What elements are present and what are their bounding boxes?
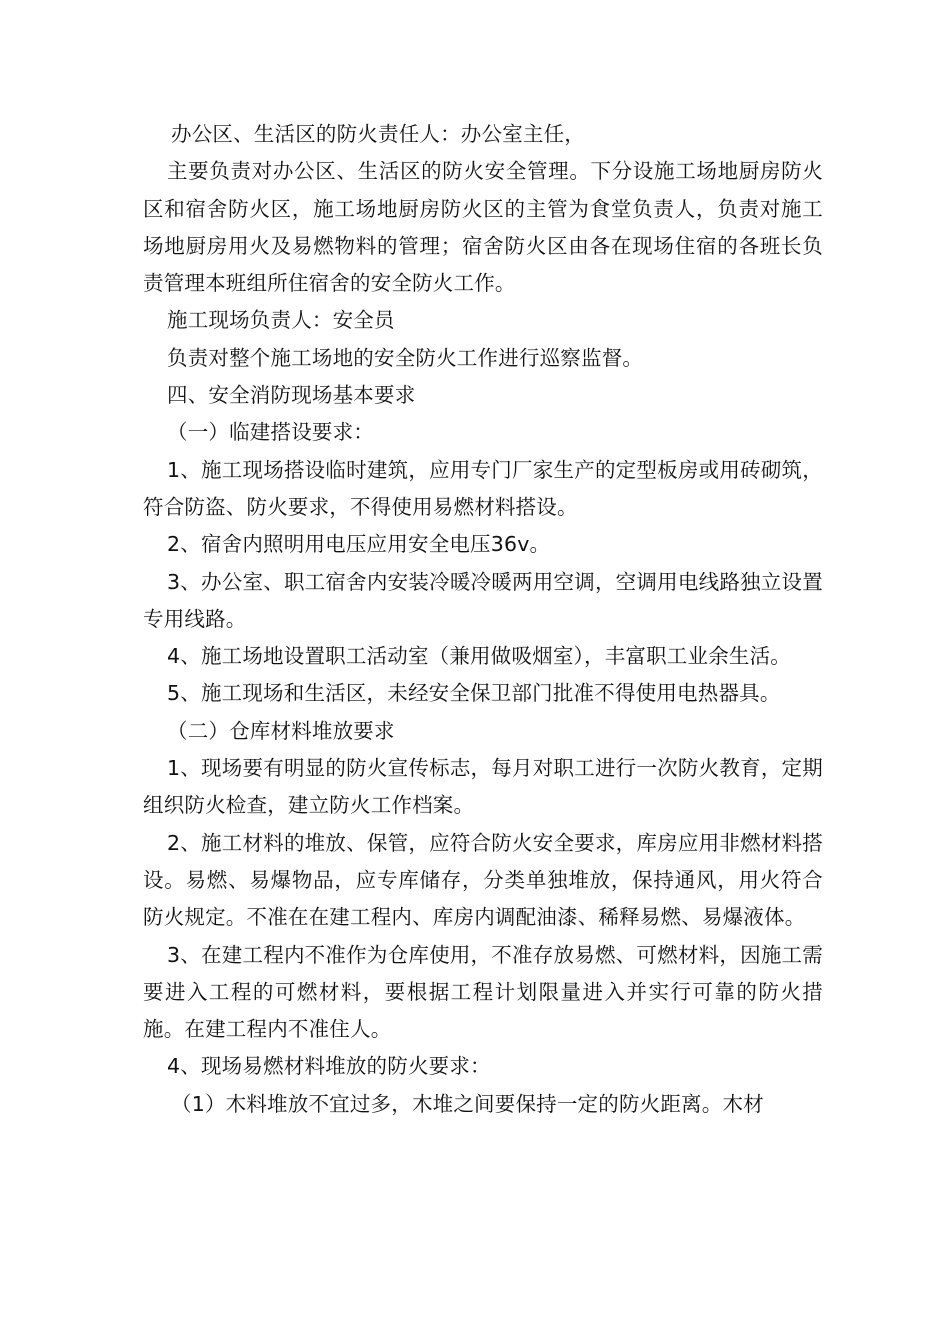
list-item: 5、施工现场和生活区，未经安全保卫部门批准不得使用电热器具。: [167, 681, 781, 706]
list-item: 3、办公室、职工宿舍内安装冷暖冷暖两用空调，空调用电线路独立设置专用线路。: [143, 569, 823, 631]
list-item: 4、施工场地设置职工活动室（兼用做吸烟室），丰富职工业余生活。: [167, 644, 791, 669]
paragraph-office-duty: 主要负责对办公区、生活区的防火安全管理。下分设施工场地厨房防火区和宿舍防火区，施工场地厨房防火区的主管为食堂负责人，负责对施工场地厨房用火及易燃物料的管理；宿舍防火区由各在现场住宿的各班长负责管理本班组所住宿舍的安全防火工作。: [143, 159, 823, 296]
paragraph-site-responsible: 施工现场负责人：安全员: [167, 308, 395, 333]
list-item: 1、现场要有明显的防火宣传标志，每月对职工进行一次防火教育，定期组织防火检查，建立防火工作档案。: [143, 756, 823, 818]
list-item: 1、施工现场搭设临时建筑，应用专门厂家生产的定型板房或用砖砌筑，符合防盗、防火要求，不得使用易燃材料搭设。: [143, 457, 823, 519]
subsection-heading-1: （一）临建搭设要求：: [167, 420, 374, 445]
list-item: 3、在建工程内不准作为仓库使用，不准存放易燃、可燃材料，因施工需要进入工程的可燃材料，要根据工程计划限量进入并实行可靠的防火措施。在建工程内不准住人。: [143, 942, 823, 1042]
paragraph-office-fire-responsible: 办公区、生活区的防火责任人：办公室主任，: [171, 122, 585, 146]
paragraph-site-duty: 负责对整个施工场地的安全防火工作进行巡察监督。: [167, 345, 644, 370]
section-heading-4: 四、安全消防现场基本要求: [167, 383, 416, 408]
list-item: 2、宿舍内照明用电压应用安全电压36v。: [167, 532, 551, 557]
list-item: 2、施工材料的堆放、保管，应符合防火安全要求，库房应用非燃材料搭设。易燃、易爆物品，应专库储存，分类单独堆放，保持通风，用火符合防火规定。不准在在建工程内、库房内调配油漆、稀释易燃、易爆液体。: [143, 830, 823, 930]
subsection-heading-2: （二）仓库材料堆放要求: [167, 718, 395, 743]
document-body: [143, 116, 823, 1123]
list-item: 4、现场易燃材料堆放的防火要求：: [167, 1054, 491, 1079]
list-item: （1）木料堆放不宜过多，木堆之间要保持一定的防火距离。木材: [171, 1091, 764, 1116]
